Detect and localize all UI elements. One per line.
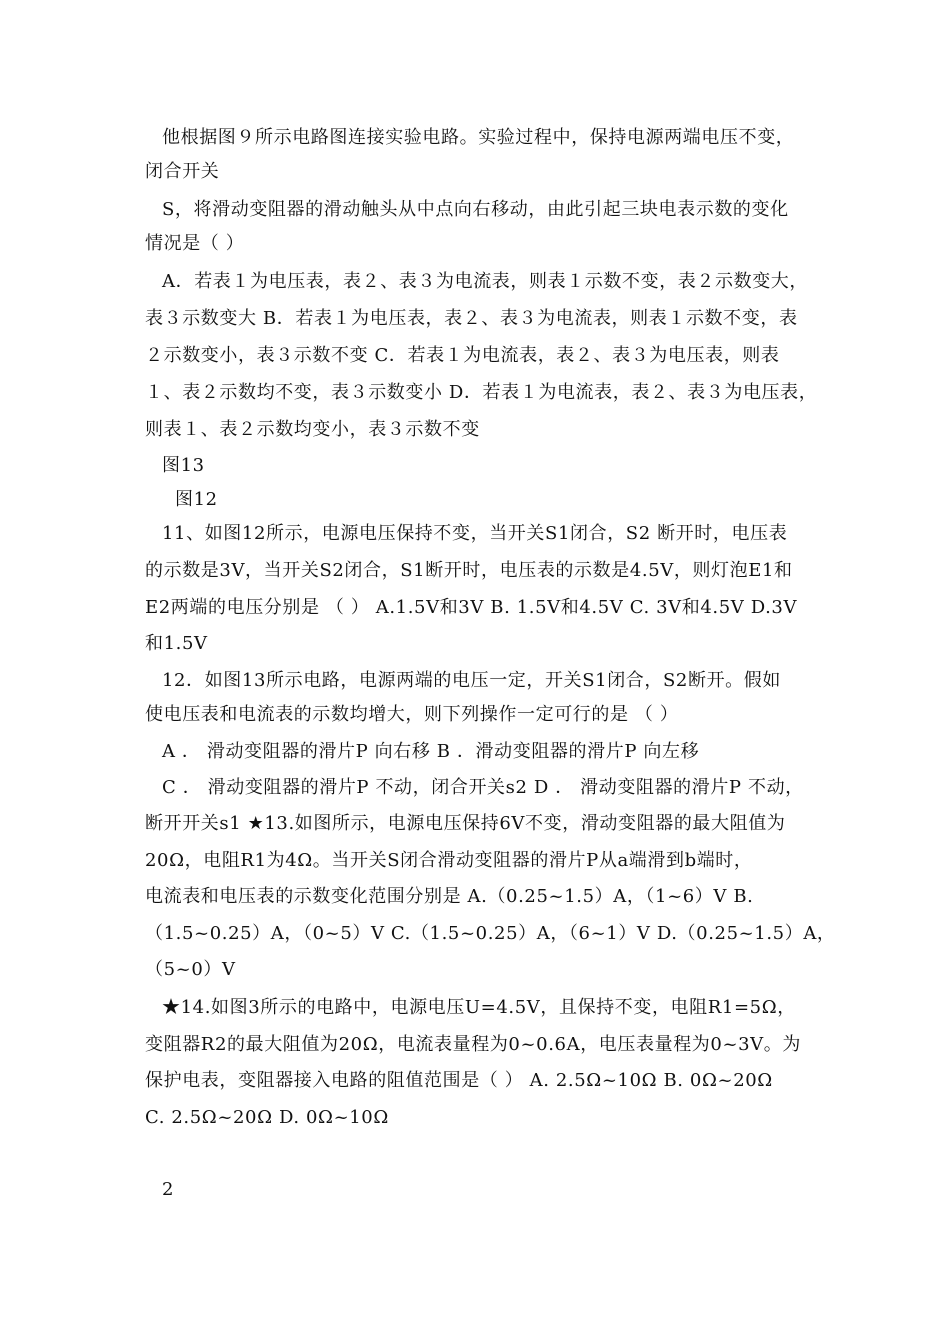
text-line: 情况是（ ）	[145, 233, 245, 254]
text-line: 12．如图13所示电路，电源两端的电压一定，开关S1闭合，S2断开。假如	[162, 670, 781, 691]
text-line: 电流表和电压表的示数变化范围分别是 A.（0.25~1.5）A，（1~6）V B.	[145, 886, 754, 907]
text-line: 11、如图12所示，电源电压保持不变，当开关S1闭合，S2 断开时，电压表	[162, 523, 788, 544]
text-line: 20Ω，电阻R1为4Ω。当开关S闭合滑动变阻器的滑片P从a端滑到b端时，	[145, 850, 753, 871]
text-line: C ． 滑动变阻器的滑片P 不动，闭合开关s2 D ． 滑动变阻器的滑片P 不动，	[162, 777, 804, 798]
text-line: ★14.如图3所示的电路中，电源电压U=4.5V，且保持不变，电阻R1=5Ω，	[162, 997, 796, 1018]
text-line: 保护电表，变阻器接入电路的阻值范围是（ ） A. 2.5Ω~10Ω B. 0Ω~20Ω	[145, 1070, 773, 1091]
text-line: E2两端的电压分别是 （ ） A.1.5V和3V B. 1.5V和4.5V C. 3V和4.5V D.3V	[145, 597, 798, 618]
text-line: 的示数是3V，当开关S2闭合，S1断开时，电压表的示数是4.5V，则灯泡E1和	[145, 560, 793, 581]
text-line: C. 2.5Ω~20Ω D. 0Ω~10Ω	[145, 1107, 389, 1128]
text-line: 则表１、表２示数均变小，表３示数不变	[145, 419, 480, 440]
text-line: 他根据图９所示电路图连接实验电路。实验过程中，保持电源两端电压不变，	[162, 127, 795, 148]
text-line: （5~0）V	[145, 959, 236, 980]
text-line: 断开开关s1 ★13.如图所示，电源电压保持6V不变，滑动变阻器的最大阻值为	[145, 813, 786, 834]
text-line: 闭合开关	[145, 161, 220, 182]
page-number: 2	[162, 1179, 174, 1200]
text-line: S，将滑动变阻器的滑动触头从中点向右移动，由此引起三块电表示数的变化	[162, 199, 789, 220]
text-line: A ． 滑动变阻器的滑片P 向右移 B ．滑动变阻器的滑片P 向左移	[162, 741, 700, 762]
text-line: ２示数变小，表３示数不变 C．若表１为电流表，表２、表３为电压表，则表	[145, 345, 780, 366]
text-line: 和1.5V	[145, 633, 208, 654]
text-line: 使电压表和电流表的示数均增大，则下列操作一定可行的是 （ ）	[145, 704, 679, 725]
text-line: 表３示数变大 B．若表１为电压表，表２、表３为电流表，则表１示数不变，表	[145, 308, 798, 329]
text-line: （1.5~0.25）A，（0~5）V C.（1.5~0.25）A，（6~1）V D.（0.25~1.5）A，	[145, 923, 836, 944]
text-line: A．若表１为电压表，表２、表３为电流表，则表１示数不变，表２示数变大，	[162, 271, 808, 292]
figure-label: 图12	[175, 489, 218, 510]
figure-label: 图13	[162, 455, 205, 476]
text-line: 变阻器R2的最大阻值为20Ω，电流表量程为0~0.6A，电压表量程为0~3V。为	[145, 1034, 801, 1055]
text-line: １、表２示数均不变，表３示数变小 D．若表１为电流表，表２、表３为电压表，	[145, 382, 818, 403]
